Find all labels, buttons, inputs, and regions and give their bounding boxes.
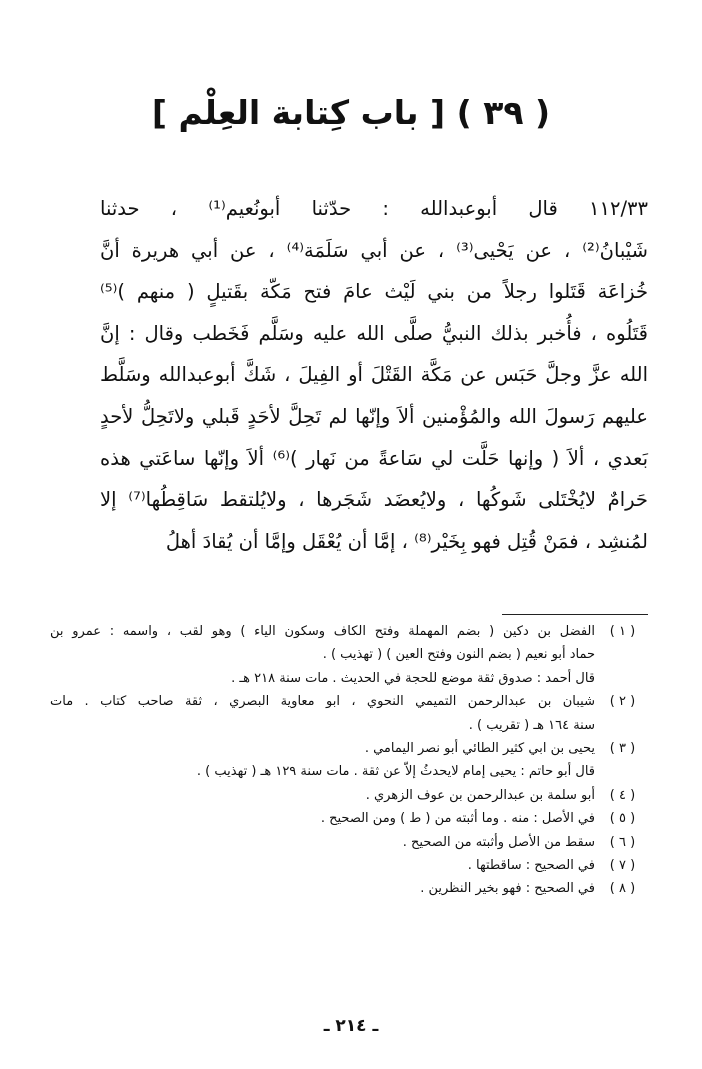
footnote-line: الفضل بن دكين ( بضم المهملة وفتح الكاف وسكون الياء ) وهو لقب ، واسمه : عمرو بن (50, 624, 595, 639)
footnote-text (50, 831, 595, 854)
footnote-2 (50, 690, 650, 737)
footnote-number: ( ٦ ) (609, 834, 636, 850)
footnote-6 (50, 831, 650, 854)
hadith-line: خُزاعَة قَتَلوا رجلاً من بني لَيْث عامَ فتح مَكّة بقَتيلٍ ( منهم )⁽⁵⁾ (100, 280, 648, 304)
hadith-line: شَيْبانُ⁽²⁾ ، عن يَحْيى⁽³⁾ ، عن أبي سَلَمَة⁽⁴⁾ ، عن أبي هريرة أنَّ (100, 238, 648, 262)
chapter-title: ( ٣٩ ) [ باب كِتابة العِلْم ] (151, 93, 551, 132)
footnotes (50, 620, 650, 901)
footnote-1 (50, 620, 650, 690)
page-number: ـ ٢١٤ ـ (323, 1016, 379, 1036)
hadith-line: حَرامٌ لايُخْتَلى شَوكُها ، ولايُعضَد شَجَرها ، ولايُلتقط سَاقِطُها⁽⁷⁾ إلا (100, 488, 648, 512)
footnote-line: في الصحيح : فهو بخير النظرين . (420, 881, 595, 897)
footnote-line: شيبان بن عبدالرحمن التميمي النحوي ، ابو معاوية البصري ، ثقة صاحب كتاب . مات (50, 694, 595, 710)
footnote-line: سقط من الأصل وأثبته من الصحيح . (402, 834, 595, 850)
footnote-number: ( ٣ ) (609, 741, 636, 757)
footnote-line: قال أحمد : صدوق ثقة موضع للحجة في الحديث . مات سنة ٢١٨ هـ . (231, 670, 595, 686)
footnote-number: ( ٤ ) (609, 787, 636, 803)
footnote-text (50, 690, 595, 737)
footnote-text (50, 737, 595, 784)
footnote-number: ( ٧ ) (609, 858, 636, 874)
footnote-text (50, 620, 595, 690)
footnote-5 (50, 807, 650, 830)
hadith-line: قَتَلُوه ، فأُخبر بذلك النبيُّ صلَّى الله عليه وسَلَّم فَخَطب وقال : إنَّ (100, 321, 648, 345)
footnote-text (50, 807, 595, 830)
footnote-4 (50, 784, 650, 807)
footnote-8 (50, 877, 650, 900)
footnote-line: سنة ١٦٤ هـ ( تقريب ) . (468, 717, 595, 733)
footnote-text (50, 784, 595, 807)
footnote-line: يحيى بن ابي كثير الطائي أبو نصر اليمامي . (364, 741, 595, 757)
footnote-line: أبو سلمة بن عبدالرحمن بن عوف الزهري . (365, 787, 595, 803)
hadith-line: عليهم رَسولَ الله والمُؤْمنين ألاَ وإنّها لم تَحِلَّ لأحَدٍ قَبلي ولاتَحِلُّ لأحدٍ (100, 404, 648, 428)
hadith-line: ١١٢/٣٣ قال أبوعبدالله : حدّثنا أبونُعيم⁽¹⁾ ، حدثنا (100, 197, 648, 220)
footnote-text (50, 877, 595, 900)
footnote-separator (502, 614, 648, 615)
footnote-7 (50, 854, 650, 877)
hadith-text (100, 188, 648, 562)
footnote-3 (50, 737, 650, 784)
footnote-number: ( ٢ ) (609, 694, 636, 710)
hadith-line: بَعدي ، ألاَ ( وإنها حَلَّت لي سَاعةً من نَهار )⁽⁶⁾ ألاَ وإنّها ساعَتي هذه (100, 446, 648, 470)
footnote-line: حماد أبو نعيم ( بضم النون وفتح العين ) ( تهذيب ) . (322, 647, 595, 663)
footnote-line: قال أبو حاتم : يحيى إمام لايحدثُ إلاّ عن ثقة . مات سنة ١٢٩ هـ ( تهذيب ) . (196, 764, 595, 780)
hadith-line: لمُنشِد ، فمَنْ قُتِل فهو بِخَيْر⁽⁸⁾ ، إمَّا أن يُعْقَل وإمَّا أن يُقادَ أهلُ (165, 529, 648, 553)
footnote-number: ( ١ ) (609, 624, 636, 639)
footnote-number: ( ٨ ) (609, 881, 636, 897)
hadith-line: الله عزَّ وجلَّ حَبَس عن مَكَّة القَتْلَ أو الفِيلَ ، شَكَّ أبوعبدالله وسَلَّط (100, 363, 648, 387)
footnote-line: في الأصل : منه . وما أثبته من ( ط ) ومن الصحيح . (320, 811, 595, 827)
footnote-number: ( ٥ ) (609, 811, 636, 827)
footnote-line: في الصحيح : ساقطتها . (467, 858, 595, 874)
footnote-text (50, 854, 595, 877)
